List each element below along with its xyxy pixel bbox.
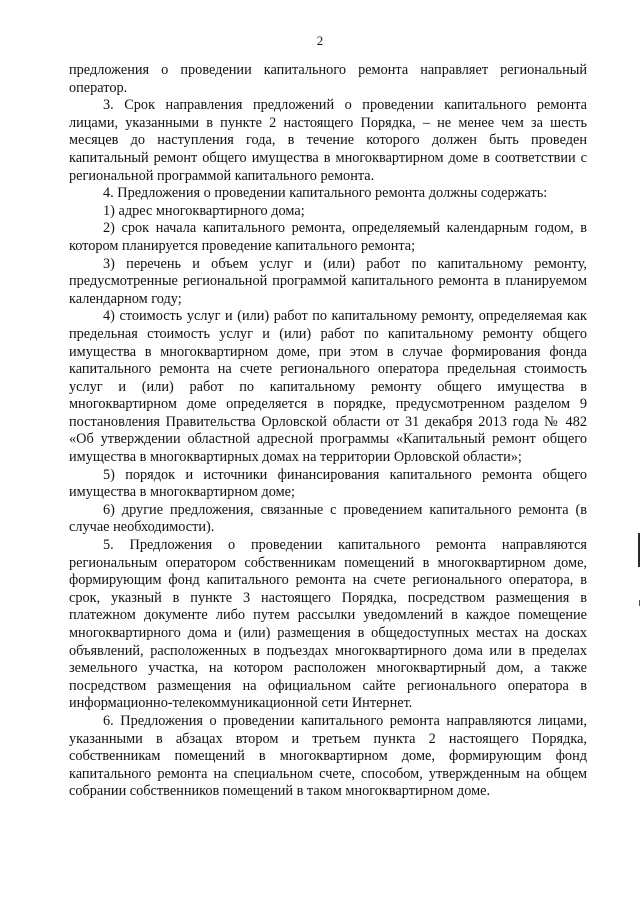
paragraph-continuation: предложения о проведении капитального ремонта направляет региональный оператор. bbox=[69, 62, 587, 96]
subitem-5: 5) порядок и источники финансирования капитального ремонта общего имущества в многоквартирном доме; bbox=[69, 466, 587, 501]
paragraph-item-3: 3. Срок направления предложений о проведении капитального ремонта лицами, указанными в пункте 2 настоящего Порядка, – не менее чем за шесть месяцев до наступления года, в течение которого должен быть проведен капитальный ремонт общего имущества в многоквартирном доме в соответствии с региональной программой капитального ремонта. bbox=[69, 97, 587, 184]
subitem-6: 6) другие предложения, связанные с проведением капитального ремонта (в случае необходимости). bbox=[69, 501, 587, 536]
subitem-2: 2) срок начала капитального ремонта, определяемый календарным годом, в котором планируется проведение капитального ремонта; bbox=[69, 220, 587, 254]
subitem-4: 4) стоимость услуг и (или) работ по капитальному ремонту, определяемая как предельная стоимость услуг и (или) работ по капитальному ремонту общего имущества в многоквартирном доме, при этом в случае формирования фонда капитального ремонта на счете регионального оператора предельная стоимость услуг и (или) работ по капитальному ремонту общего имущества в многоквартирном доме определяется в порядке, предусмотренном разделом 9 постановления Правительства Орловской области от 31 декабря 2013 года № 482 «Об утверждении областной адресной программы «Капитальный ремонт общего имущества в многоквартирных домах на территории Орловской области»; bbox=[69, 308, 587, 466]
subitem-1: 1) адрес многоквартирного дома; bbox=[103, 202, 305, 219]
paragraph-item-4: 4. Предложения о проведении капитального ремонта должны содержать: bbox=[103, 185, 548, 202]
paragraph-item-5: 5. Предложения о проведении капитального ремонта направляются региональным оператором собственникам помещений в многоквартирном доме, формирующим фонд капитального ремонта на счете регионального оператора, в срок, указный в пункте 3 настоящего Порядка, посредством размещения в платежном документе либо путем рассылки уведомлений в каждое помещение многоквартирного дома и (или) размещения в общедоступных местах на досках объявлений, расположенных в подъездах многоквартирного дома или в пределах земельного участка, на котором расположен многоквартирный дом, а также посредством размещения на официальном сайте регионального оператора в информационно-телекоммуникационной сети Интернет. bbox=[69, 537, 587, 712]
paragraph-item-6: 6. Предложения о проведении капитального ремонта направляются лицами, указанными в абзацах втором и третьем пункта 2 настоящего Порядка, собственникам помещений в многоквартирном доме, формирующим фонд капитального ремонта на специальном счете, способом, утвержденным на общем собрании собственников помещений в таком многоквартирном доме. bbox=[69, 712, 587, 800]
page-number: 2 bbox=[316, 33, 324, 48]
document-body bbox=[69, 62, 587, 801]
subitem-3: 3) перечень и объем услуг и (или) работ по капитальному ремонту, предусмотренные региональной программой капитального ремонта в планируемом календарном году; bbox=[69, 255, 587, 307]
